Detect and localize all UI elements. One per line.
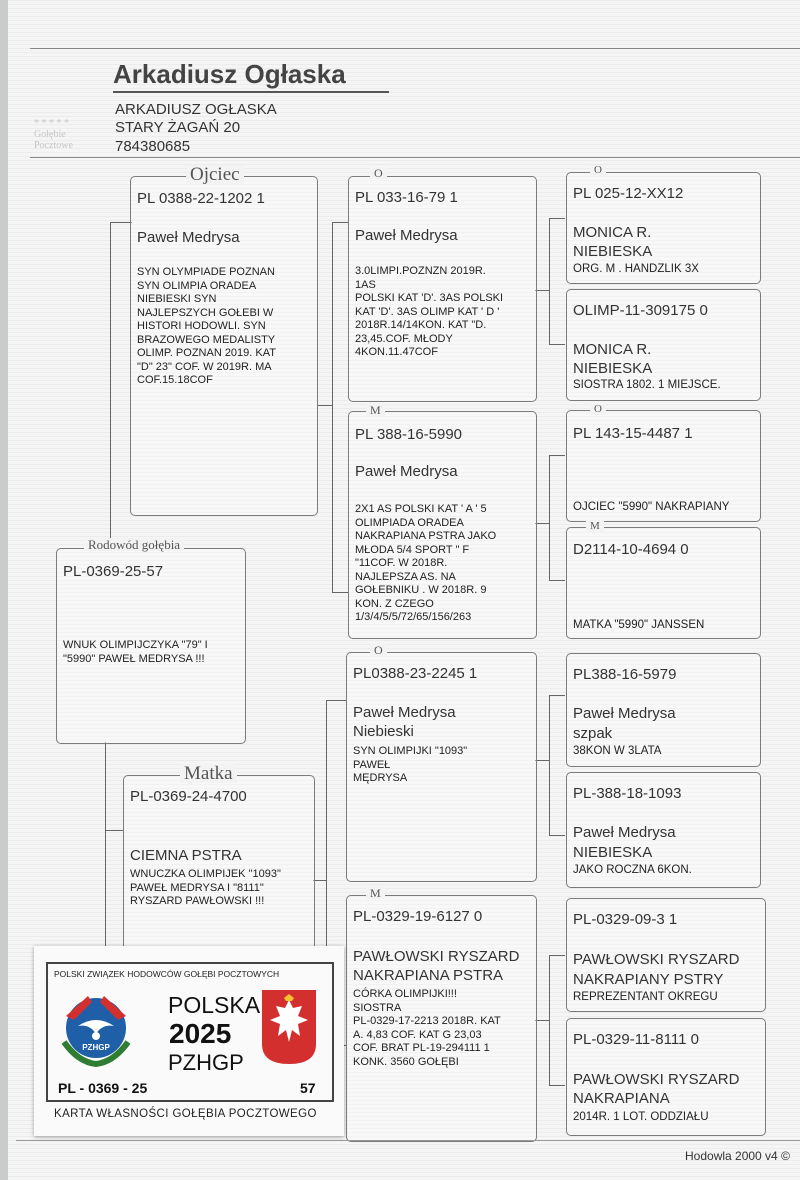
ff-ring: PL 033-16-79 1: [355, 189, 458, 206]
mother-description: WNUCZKA OLIMPIJEK "1093" PAWEŁ MEDRYSA I "8111" RYSZARD PAWŁOWSKI !!!: [130, 868, 281, 907]
mf-legend: O: [370, 644, 387, 656]
connector: [549, 1085, 565, 1086]
mff-name: Paweł Medrysa: [573, 705, 676, 722]
ffm-color: NIEBIESKA: [573, 360, 653, 377]
faded-logo: * * * * * Gołębie Pocztowe: [34, 118, 73, 151]
card-header: POLSKI ZWIĄZEK HODOWCÓW GOŁĘBI POCZTOWYCH: [54, 969, 280, 979]
badge-label: PZHGP: [82, 1043, 110, 1052]
ffm-box: [566, 289, 761, 401]
mm-ring: PL-0329-19-6127 0: [353, 908, 483, 925]
connector: [549, 455, 550, 580]
connector: [549, 218, 565, 219]
connector: [332, 592, 348, 593]
connector: [549, 580, 565, 581]
mf-description: SYN OLIMPIJKI "1093" PAWEŁ MĘDRYSA: [353, 745, 468, 784]
fmf-legend: O: [590, 404, 606, 415]
connector: [535, 760, 549, 761]
ffm-description: SIOSTRA 1802. 1 MIEJSCE.: [573, 379, 721, 391]
mmm-color: NAKRAPIANA: [573, 1090, 670, 1107]
mfm-description: JAKO ROCZNA 6KON.: [573, 864, 692, 876]
mf-ring: PL0388-23-2245 1: [353, 665, 478, 682]
fmf-description: OJCIEC "5990" NAKRAPIANY: [573, 501, 730, 513]
mm-breeder: PAWŁOWSKI RYSZARD NAKRAPIANA PSTRA: [353, 948, 520, 984]
mfm-color: NIEBIESKA: [573, 844, 653, 861]
fmm-legend: M: [586, 521, 604, 532]
mfm-ring: PL-388-18-1093: [573, 785, 682, 802]
fmm-box: [566, 527, 761, 639]
father-legend: Ojciec: [186, 165, 244, 184]
mmf-ring: PL-0329-09-3 1: [573, 911, 678, 928]
fmf-box: [566, 410, 761, 522]
owner-address: STARY ŻAGAŃ 20: [115, 119, 241, 136]
card-ring-number: PL - 0369 - 25: [58, 1080, 148, 1096]
owner-title-underline: [113, 91, 389, 93]
card-year: 2025: [169, 1018, 232, 1049]
fm-box: [348, 411, 537, 639]
card-bird-number: 57: [300, 1080, 316, 1096]
connector: [549, 455, 565, 456]
connector: [535, 523, 549, 524]
mother-color: CIEMNA PSTRA: [130, 847, 242, 864]
father-ring: PL 0388-22-1202 1: [137, 190, 265, 207]
connector: [549, 955, 565, 956]
connector: [318, 405, 332, 406]
fmm-description: MATKA "5990" JANSSEN: [573, 619, 705, 631]
father-box: [130, 176, 318, 516]
mf-breeder: Paweł Medrysa: [353, 704, 456, 721]
ownership-card: [34, 946, 344, 1136]
connector: [549, 695, 565, 696]
connector: [110, 222, 132, 223]
connector: [549, 955, 550, 1085]
connector: [535, 290, 549, 291]
mmm-box: [566, 1018, 766, 1136]
mff-box: [566, 653, 761, 767]
fmm-ring: D2114-10-4694 0: [573, 541, 689, 558]
connector: [326, 700, 346, 701]
mm-box: [346, 895, 537, 1142]
mm-description: CÓRKA OLIMPIJKI!!! SIOSTRA PL-0329-17-2213 2018R. KAT A. 4,83 COF. KAT G 23,03 COF. BRAT PL-19-294111 1 KONK. 3560 GOŁĘBI: [353, 988, 501, 1068]
fff-color: NIEBIESKA: [573, 243, 653, 260]
fm-breeder: Paweł Medrysa: [355, 463, 458, 480]
fff-box: [566, 172, 761, 284]
connector: [110, 222, 111, 548]
mff-description: 38KON W 3LATA: [573, 745, 662, 757]
ff-breeder: Paweł Medrysa: [355, 227, 458, 244]
polish-eagle-icon: [262, 990, 316, 1064]
ffm-ring: OLIMP-11-309175 0: [573, 302, 708, 319]
top-rule: [30, 48, 800, 49]
ff-description: 3.0LIMPI.POZNZN 2019R. 1AS POLSKI KAT 'D'. 3AS POLSKI KAT 'D'. 3AS OLIMP KAT ' D ' 2018R.14/14KON. KAT "D. 23,45.COF. MŁODY 4KON.11.47COF: [355, 265, 504, 358]
mf-box: [346, 652, 537, 882]
fff-name: MONICA R.: [573, 224, 652, 241]
fm-ring: PL 388-16-5990: [355, 426, 463, 443]
card-country: POLSKA: [168, 992, 261, 1018]
header-rule: [30, 157, 800, 158]
mfm-box: [566, 772, 761, 888]
software-footer: Hodowla 2000 v4 ©: [685, 1149, 790, 1163]
connector: [549, 218, 550, 344]
mf-color: Niebieski: [353, 723, 414, 740]
pedigree-legend: Rodowód gołębia: [84, 538, 184, 551]
mmf-color: NAKRAPIANY PSTRY: [573, 971, 724, 988]
mff-color: szpak: [573, 725, 613, 742]
fm-legend: M: [366, 404, 385, 416]
mmm-name: PAWŁOWSKI RYSZARD: [573, 1071, 740, 1088]
mother-legend: Matka: [180, 764, 237, 783]
fff-ring: PL 025-12-XX12: [573, 185, 684, 202]
connector: [332, 222, 333, 592]
ff-box: [348, 176, 537, 402]
ffm-name: MONICA R.: [573, 341, 652, 358]
connector: [105, 830, 123, 831]
owner-name: ARKADIUSZ OGŁASKA: [115, 101, 277, 118]
card-footer: KARTA WŁASNOŚCI GOŁĘBIA POCZTOWEGO: [54, 1108, 317, 1120]
fm-description: 2X1 AS POLSKI KAT ' A ' 5 OLIMPIADA ORADEA NAKRAPIANA PSTRA JAKO MŁODA 5/4 SPORT " F "11COF. W 2018R. NAJLEPSZA AS. NA GOŁEBNIKU . W 2018R. 9 KON. Z CZEGO 1/3/4/5/5/72/65/156/263: [355, 503, 497, 623]
connector: [105, 742, 106, 952]
fff-legend: O: [590, 165, 606, 176]
subject-ring: PL-0369-25-57: [63, 563, 164, 580]
mfm-name: Paweł Medrysa: [573, 824, 676, 841]
mother-ring: PL-0369-24-4700: [130, 788, 247, 805]
mmm-description: 2014R. 1 LOT. ODDZIAŁU: [573, 1111, 709, 1123]
connector: [332, 222, 348, 223]
subject-box: [56, 548, 246, 744]
mmf-box: [566, 898, 766, 1012]
owner-title: Arkadiusz Ogłaska: [113, 59, 346, 89]
pzhgp-logo-icon: [58, 988, 134, 1068]
card-frame: [46, 962, 334, 1102]
subject-description: WNUK OLIMPIJCZYKA "79" I "5990" PAWEŁ MEDRYSA !!!: [63, 639, 208, 665]
mmf-description: REPREZENTANT OKREGU: [573, 991, 718, 1003]
father-description: SYN OLYMPIADE POZNAN SYN OLIMPIA ORADEA NIEBIESKI SYN NAJLEPSZYCH GOŁEBI W HISTORI HODOWLI. SYN BRAZOWEGO MEDALISTY OLIMP. POZNAN 2019. KAT "D" 23" COF. W 2019R. MA COF.15.18COF: [137, 266, 276, 386]
mff-ring: PL388-16-5979: [573, 666, 677, 683]
mmm-ring: PL-0329-11-8111 0: [573, 1031, 699, 1048]
fmf-ring: PL 143-15-4487 1: [573, 425, 693, 442]
fff-description: ORG. M . HANDZLIK 3X: [573, 263, 699, 275]
mmf-name: PAWŁOWSKI RYSZARD: [573, 951, 740, 968]
footer-rule: [16, 1140, 800, 1141]
card-association: PZHGP: [168, 1050, 244, 1075]
connector: [535, 1020, 549, 1021]
ff-legend: O: [370, 167, 387, 179]
connector: [549, 695, 550, 835]
connector: [549, 344, 565, 345]
mm-legend: M: [366, 887, 385, 899]
father-breeder: Paweł Medrysa: [137, 229, 240, 246]
owner-phone: 784380685: [115, 138, 191, 155]
connector: [549, 835, 565, 836]
